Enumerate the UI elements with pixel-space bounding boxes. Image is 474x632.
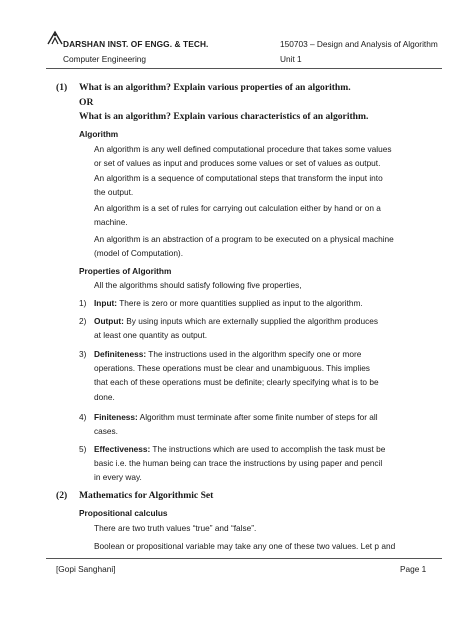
text-line: The instructions which are used to accomplish the task must be xyxy=(150,444,386,454)
property-term: Input: xyxy=(94,298,118,308)
list-number: 2) xyxy=(79,316,87,326)
question-1-title: What is an algorithm? Explain various properties of an algorithm. xyxy=(79,82,351,93)
text-line: An algorithm is a set of rules for carrying out calculation either by hand or on a xyxy=(94,203,381,213)
text-line: at least one quantity as output. xyxy=(94,330,208,341)
institute-logo-icon xyxy=(46,30,64,46)
properties-heading: Properties of Algorithm xyxy=(79,266,172,276)
text-line: machine. xyxy=(94,216,128,227)
course-title: 150703 – Design and Analysis of Algorithm xyxy=(280,39,438,49)
text-line: in every way. xyxy=(94,472,142,483)
text-line: or set of values as input and produces some values or set of values as output. xyxy=(94,157,381,168)
algorithm-definition-1 xyxy=(94,143,412,170)
footer-author: [Gopi Sanghani] xyxy=(56,564,116,574)
question-1-number: (1) xyxy=(56,82,68,93)
question-2-title: Mathematics for Algorithmic Set xyxy=(79,490,214,501)
footer-page-number: Page 1 xyxy=(400,564,427,574)
text-line: operations. These operations must be clear and unambiguous. This implies xyxy=(94,363,370,374)
text-line: An algorithm is an abstraction of a program to be executed on a physical machine xyxy=(94,234,394,244)
question-2-number: (2) xyxy=(56,490,68,501)
department-name: Computer Engineering xyxy=(63,54,147,64)
list-item-text xyxy=(94,410,412,438)
text-line: basic i.e. the human being can trace the instructions by using paper and pencil xyxy=(94,458,383,469)
algorithm-definition-3 xyxy=(94,202,412,229)
propositional-calculus-heading: Propositional calculus xyxy=(79,508,168,518)
algorithm-definition-2 xyxy=(94,172,412,199)
text-line: (model of Computation). xyxy=(94,247,184,258)
list-item-text xyxy=(94,442,412,485)
text-line: By using inputs which are externally supplied the algorithm produces xyxy=(123,316,379,326)
list-number: 5) xyxy=(79,444,87,454)
question-1-alt-title: What is an algorithm? Explain various characteristics of an algorithm. xyxy=(79,111,369,122)
property-term: Effectiveness: xyxy=(94,444,151,454)
text-line: done. xyxy=(94,391,115,402)
page-header xyxy=(46,30,446,66)
institute-name: DARSHAN INST. OF ENGG. & TECH. xyxy=(63,39,209,49)
text-line: The instructions used in the algorithm specify one or more xyxy=(146,349,362,359)
list-number: 3) xyxy=(79,349,87,359)
unit-label: Unit 1 xyxy=(280,54,302,64)
list-item-text xyxy=(94,347,412,404)
property-term: Output: xyxy=(94,316,124,326)
text-line: that each of these operations must be definite; clearly specifying what is to be xyxy=(94,377,379,388)
algorithm-heading: Algorithm xyxy=(79,129,119,139)
text-line: An algorithm is any well defined computational procedure that takes some values xyxy=(94,144,392,154)
footer-divider xyxy=(46,558,442,559)
question-1-or: OR xyxy=(79,97,94,108)
boolean-variable-paragraph: Boolean or propositional variable may take any one of these two values. Let p and xyxy=(94,541,396,551)
list-number: 1) xyxy=(79,298,87,308)
property-term: Definiteness: xyxy=(94,349,147,359)
text-line: cases. xyxy=(94,426,118,437)
text-line: Algorithm must terminate after some finite number of steps for all xyxy=(137,412,378,422)
header-divider xyxy=(46,68,442,69)
list-item-text xyxy=(94,296,412,310)
text-line: There is zero or more quantities supplied as input to the algorithm. xyxy=(117,298,363,308)
property-term: Finiteness: xyxy=(94,412,138,422)
list-number: 4) xyxy=(79,412,87,422)
text-line: An algorithm is a sequence of computational steps that transform the input into xyxy=(94,173,383,183)
algorithm-definition-4 xyxy=(94,233,412,260)
truth-values-paragraph: There are two truth values “true” and “false”. xyxy=(94,523,257,533)
text-line: the output. xyxy=(94,186,134,197)
properties-intro: All the algorithms should satisfy following five properties, xyxy=(94,280,302,290)
list-item-text xyxy=(94,314,412,342)
